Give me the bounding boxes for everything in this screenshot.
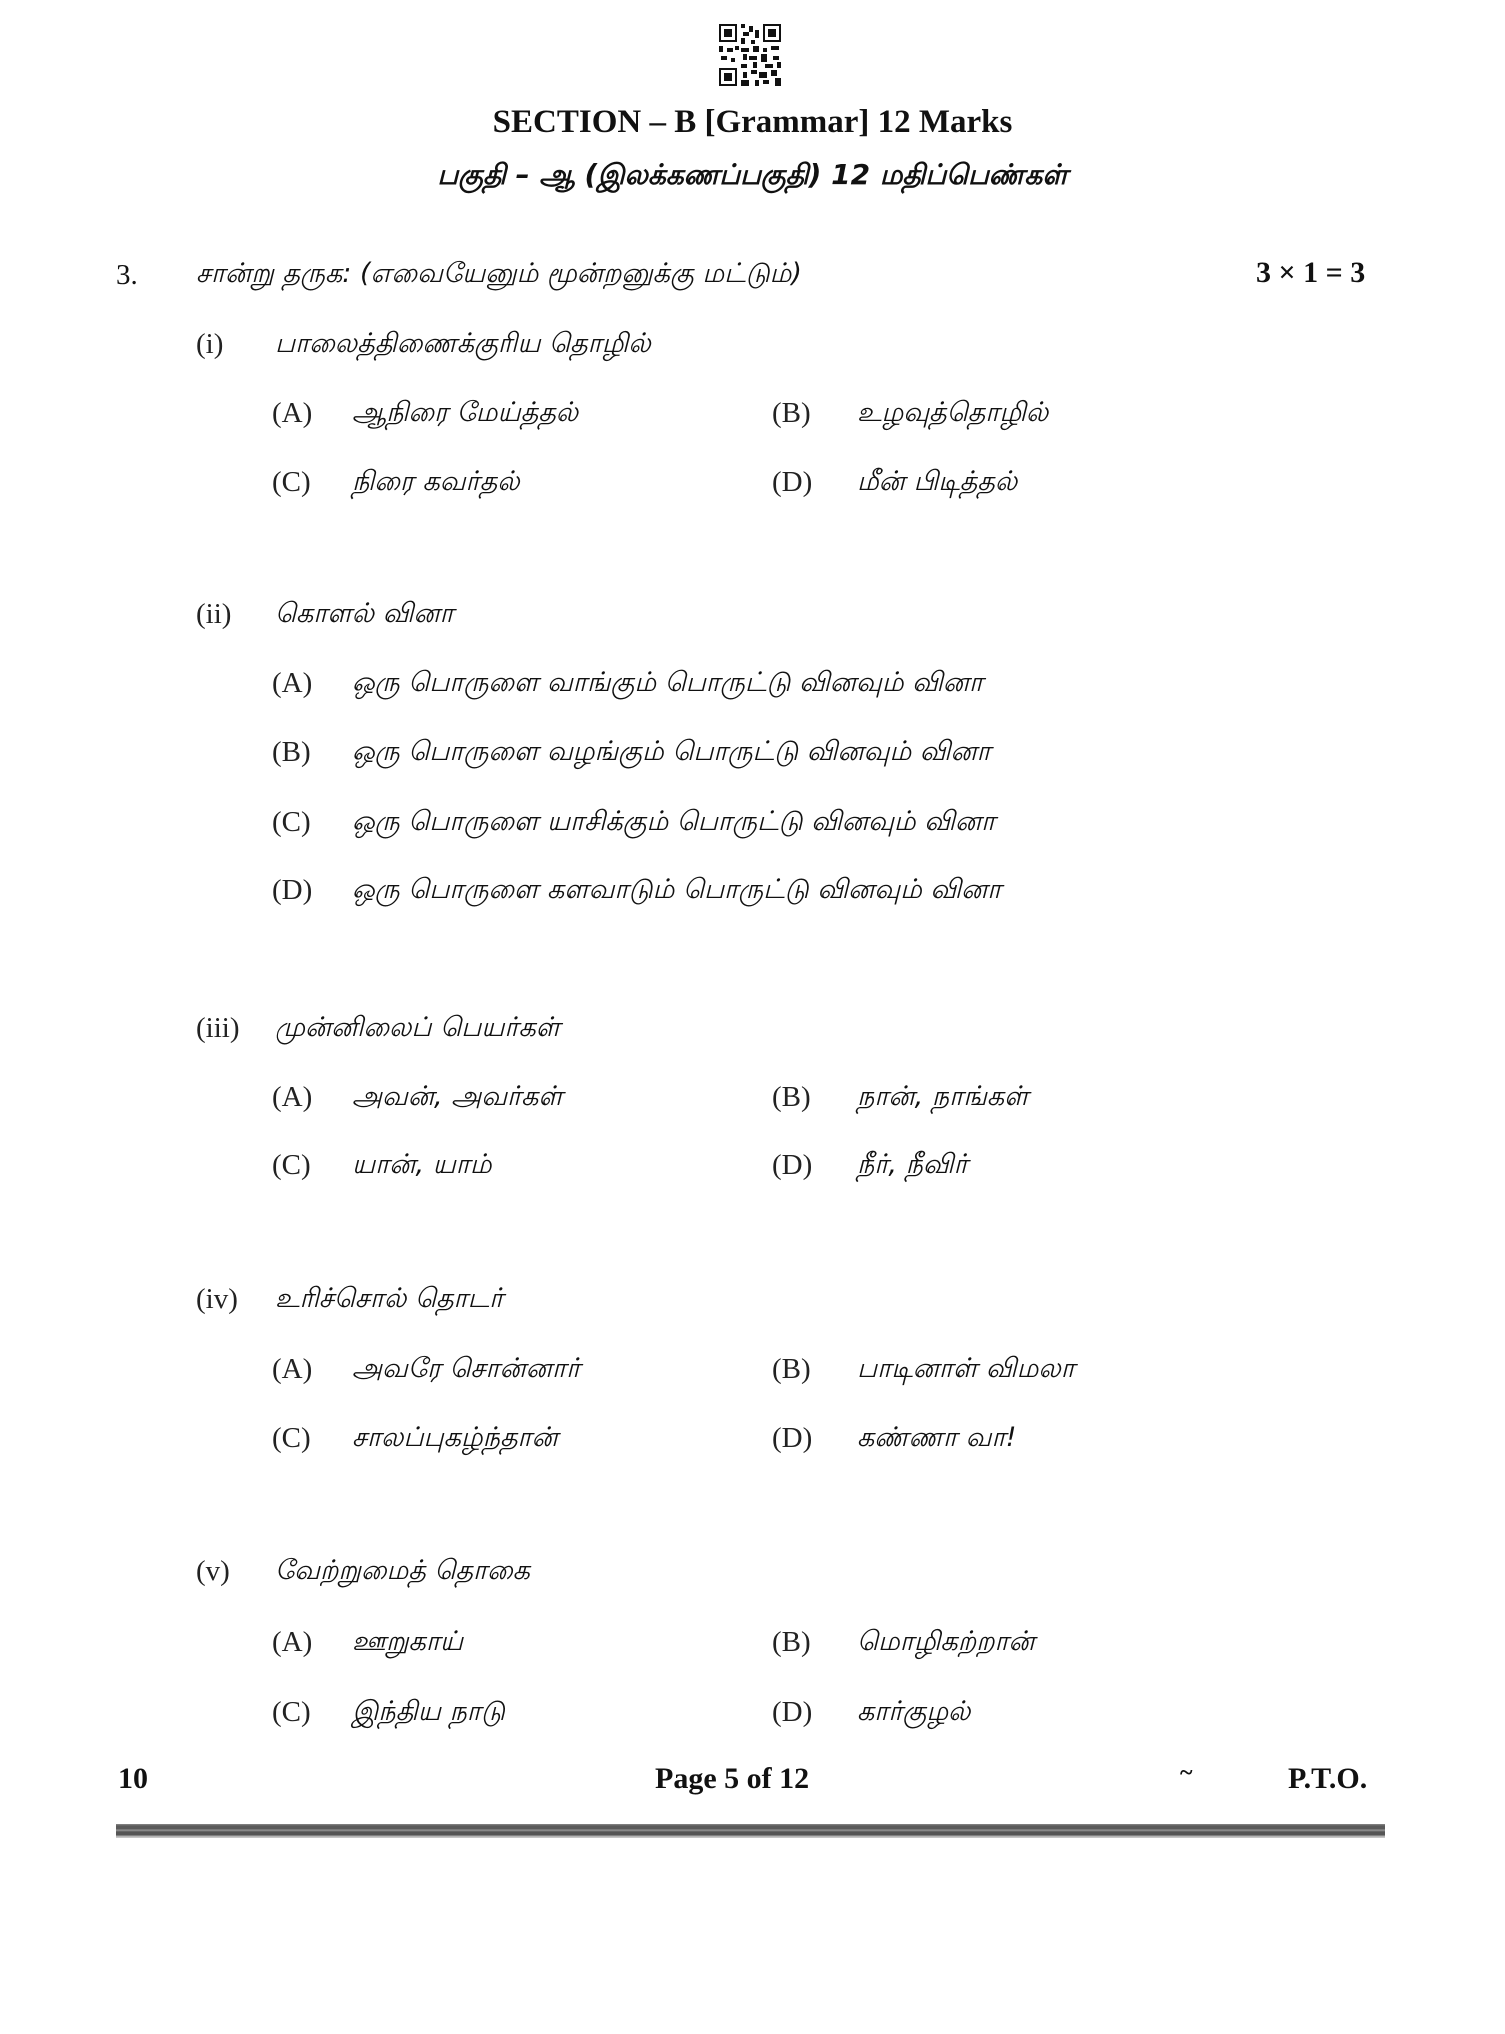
option-text-c: நிரை கவர்தல் [352, 466, 520, 497]
option-label-d: (D) [272, 874, 313, 906]
option-text-d: மீன் பிடித்தல் [857, 466, 1018, 497]
sub-question-text: பாலைத்திணைக்குரிய தொழில் [275, 328, 651, 359]
option-label-b: (B) [772, 1353, 811, 1385]
option-text-d: கண்ணா வா! [857, 1422, 1017, 1453]
option-text-b: மொழிகற்றான் [857, 1626, 1035, 1657]
option-label-b: (B) [772, 397, 811, 429]
question-number: 3. [116, 259, 138, 291]
sub-question-label: (iv) [196, 1283, 238, 1315]
option-text-c: ஒரு பொருளை யாசிக்கும் பொருட்டு வினவும் வினா [352, 806, 996, 837]
sub-question-label: (i) [196, 328, 224, 360]
option-text-a: ஆநிரை மேய்த்தல் [352, 397, 579, 428]
sub-question-text: உரிச்சொல் தொடர் [275, 1283, 504, 1314]
footer-divider [116, 1824, 1385, 1838]
option-label-b: (B) [272, 736, 311, 768]
section-title-tamil: பகுதி – ஆ (இலக்கணப்பகுதி) 12 மதிப்பெண்கள் [437, 158, 1068, 191]
option-label-a: (A) [272, 1081, 313, 1113]
option-text-c: இந்திய நாடு [352, 1696, 505, 1727]
option-label-d: (D) [772, 1696, 813, 1728]
option-text-d: ஒரு பொருளை களவாடும் பொருட்டு வினவும் வினா [352, 874, 1002, 905]
option-text-a: அவன், அவர்கள் [352, 1081, 563, 1112]
option-label-a: (A) [272, 667, 313, 699]
sub-question-label: (iii) [196, 1012, 240, 1044]
page-number: Page 5 of 12 [655, 1762, 810, 1795]
option-label-b: (B) [772, 1081, 811, 1113]
question-marks: 3 × 1 = 3 [1256, 256, 1366, 289]
sub-question-text: வேற்றுமைத் தொகை [275, 1555, 530, 1586]
option-text-a: ஊறுகாய் [352, 1626, 464, 1657]
sub-question-label: (v) [196, 1555, 230, 1587]
question-instruction: சான்று தருக: (எவையேனும் மூன்றனுக்கு மட்டும்) [196, 258, 802, 289]
section-title: SECTION – B [Grammar] 12 Marks [492, 104, 1013, 140]
option-text-d: நீர், நீவிர் [857, 1149, 968, 1180]
option-text-c: சாலப்புகழ்ந்தான் [352, 1422, 558, 1453]
option-label-a: (A) [272, 397, 313, 429]
option-label-c: (C) [272, 466, 311, 498]
tilde-mark: ~ [1180, 1760, 1193, 1786]
option-text-b: உழவுத்தொழில் [857, 397, 1049, 428]
sub-question-text: முன்னிலைப் பெயர்கள் [275, 1012, 561, 1043]
option-text-b: பாடினாள் விமலா [857, 1353, 1075, 1384]
option-label-c: (C) [272, 1422, 311, 1454]
option-label-d: (D) [772, 1422, 813, 1454]
sub-question-text: கொளல் வினா [275, 598, 454, 629]
option-label-d: (D) [772, 466, 813, 498]
option-label-c: (C) [272, 1696, 311, 1728]
option-label-a: (A) [272, 1353, 313, 1385]
option-text-a: அவரே சொன்னார் [352, 1353, 581, 1384]
pto-label: P.T.O. [1288, 1762, 1368, 1795]
option-text-b: நான், நாங்கள் [857, 1081, 1029, 1112]
qr-code-icon [717, 22, 783, 88]
option-text-d: கார்குழல் [857, 1696, 971, 1727]
option-label-a: (A) [272, 1626, 313, 1658]
option-label-c: (C) [272, 1149, 311, 1181]
sub-question-label: (ii) [196, 598, 232, 630]
paper-code: 10 [118, 1762, 148, 1795]
option-label-c: (C) [272, 806, 311, 838]
option-label-b: (B) [772, 1626, 811, 1658]
option-text-b: ஒரு பொருளை வழங்கும் பொருட்டு வினவும் வினா [352, 736, 991, 767]
option-label-d: (D) [772, 1149, 813, 1181]
option-text-a: ஒரு பொருளை வாங்கும் பொருட்டு வினவும் வினா [352, 667, 984, 698]
option-text-c: யான், யாம் [352, 1149, 492, 1180]
